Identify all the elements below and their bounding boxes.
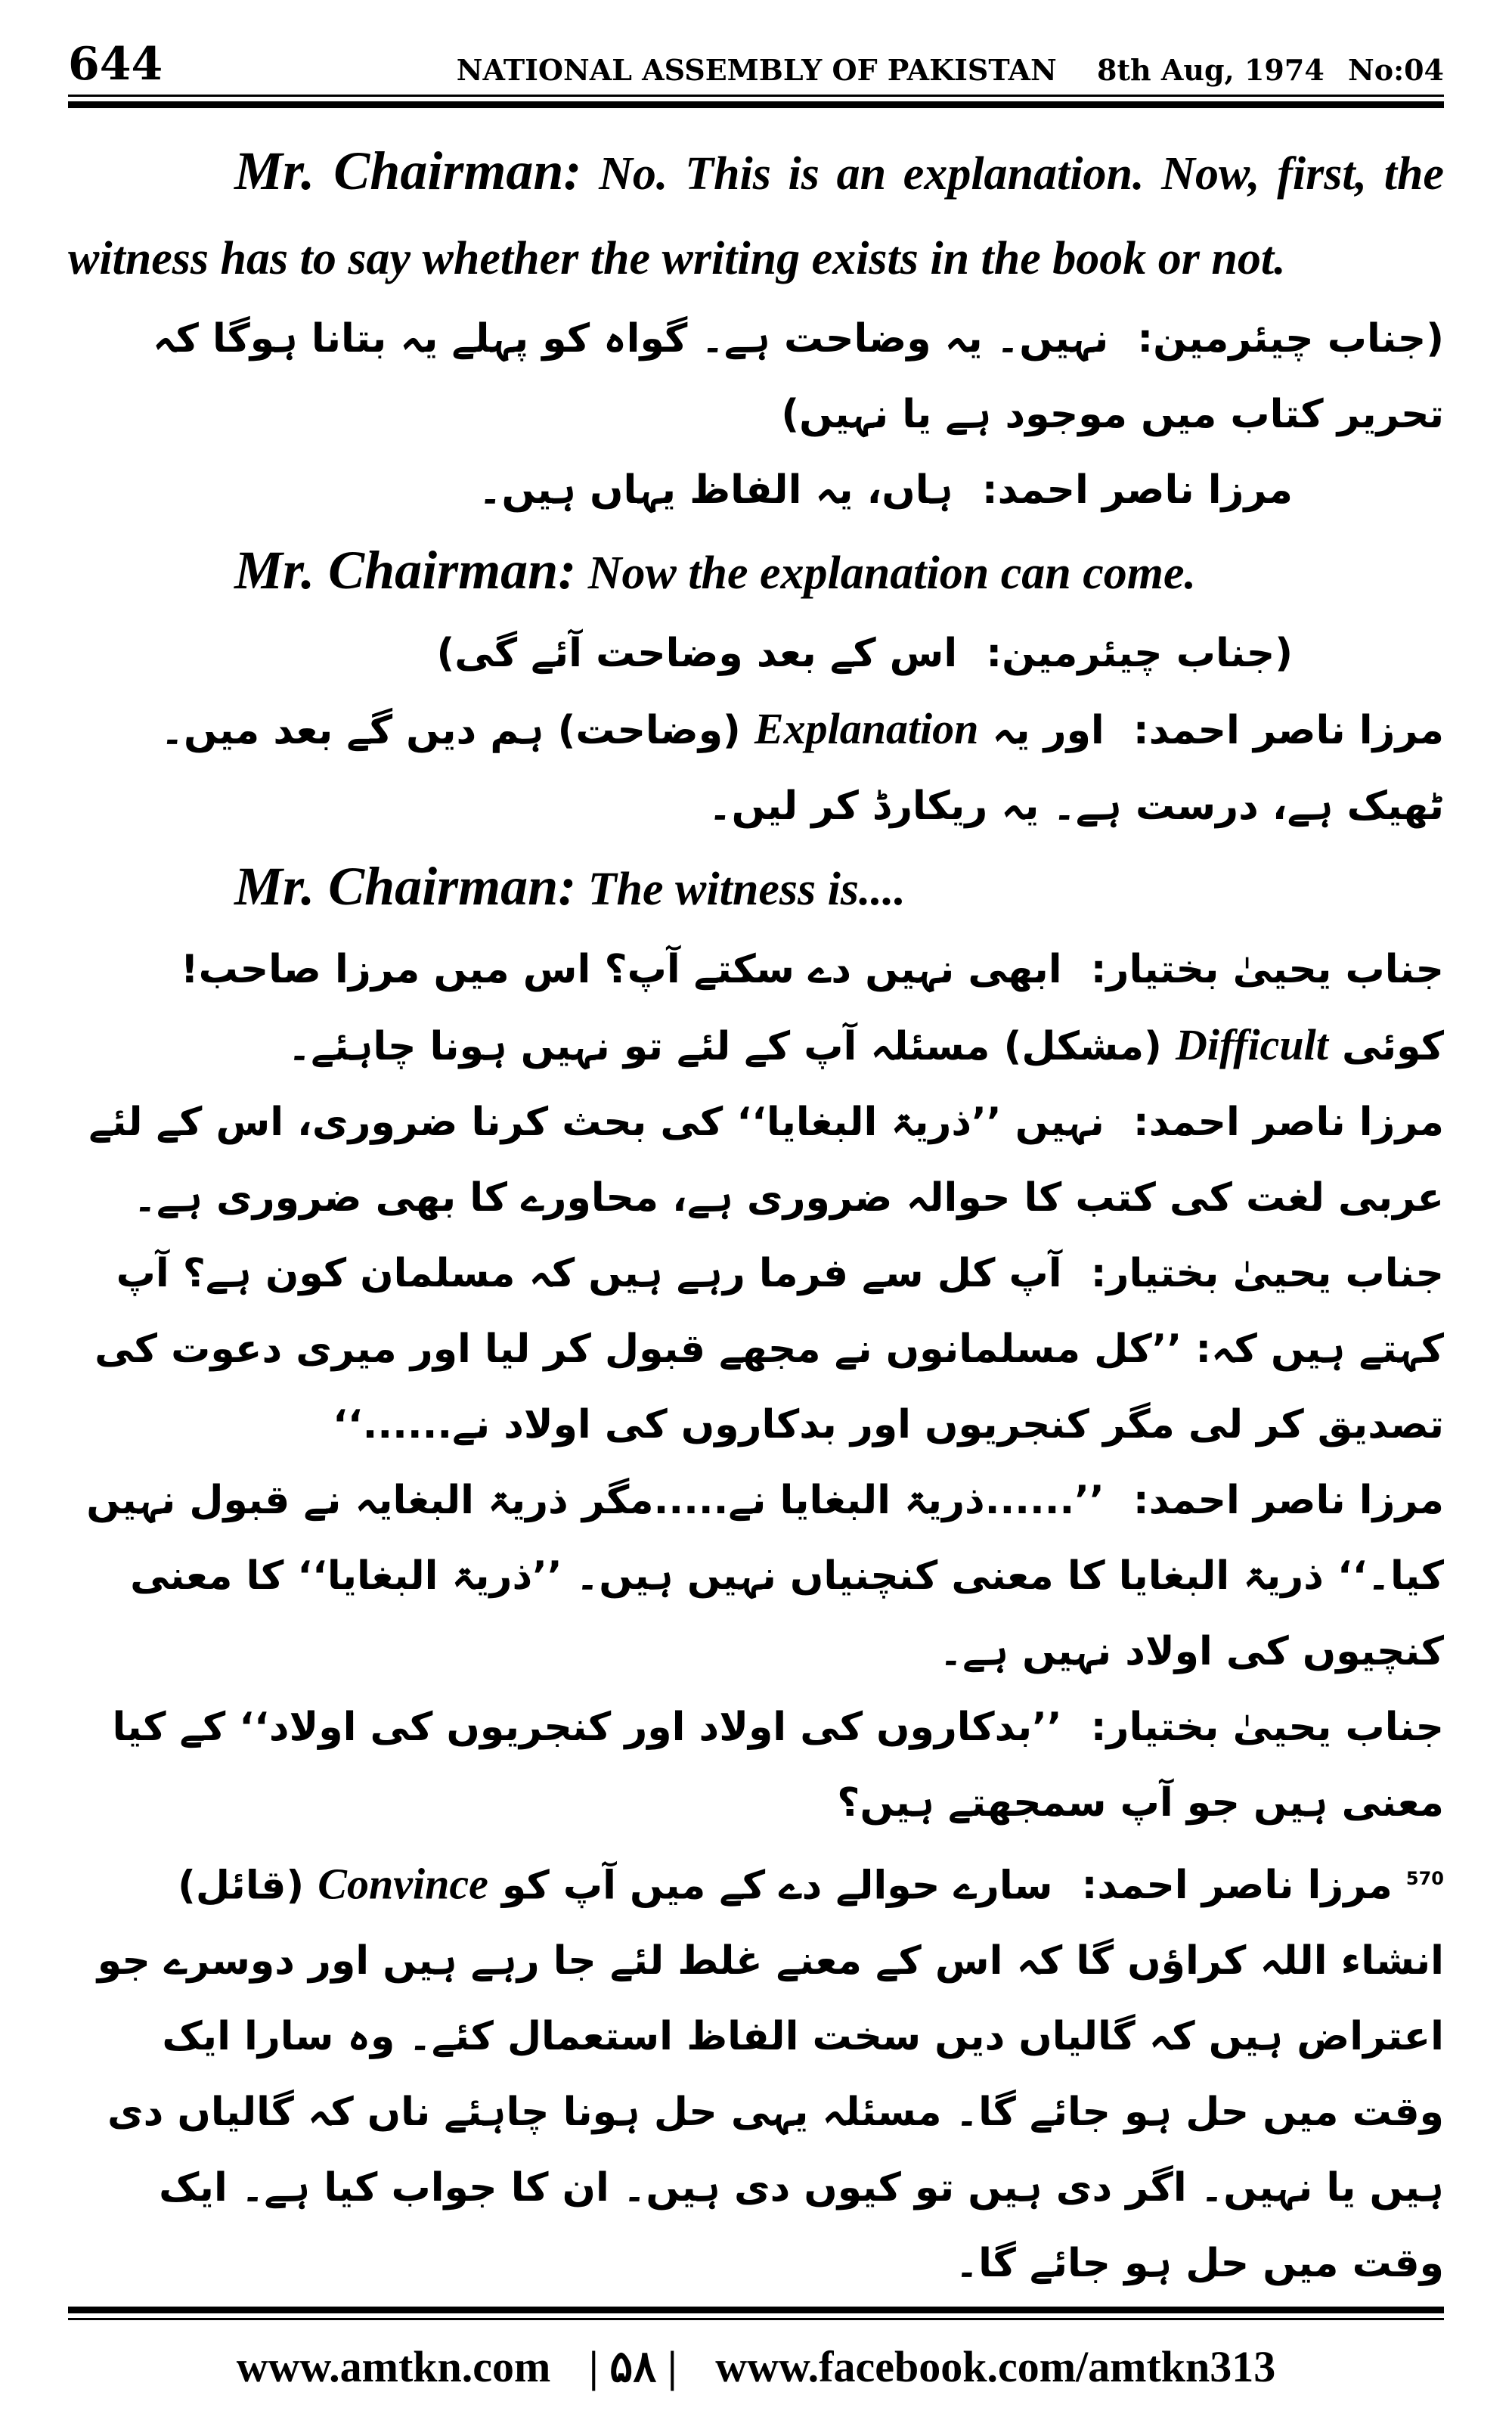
- speech-text: ہاں، یہ الفاظ یہاں ہیں۔: [479, 467, 953, 513]
- speaker-label: مرزا ناصر احمد:: [1132, 708, 1444, 753]
- speech-text-after: (وضاحت) ہم دیں گے بعد میں۔ ٹھیک ہے، درست ہے۔ یہ ریکارڈ کر لیں۔: [160, 708, 1444, 829]
- speaker-label: مرزا ناصر احمد:: [981, 467, 1293, 513]
- transcript-body: [68, 129, 1444, 2301]
- speech-text: اس کے بعد وضاحت آئے گی): [436, 631, 958, 676]
- paragraph-urdu-11: [68, 1463, 1444, 1689]
- paragraph-english-1: [68, 129, 1444, 301]
- speech-text: آپ کل سے فرما رہے ہیں کہ مسلمان کون ہے؟ آپ کہتے ہیں کہ: ’’کل مسلمانوں نے مجھے قبول کر لیا اور میری دعوت کی تصدیق کر لی مگر کنجریوں اور بدکاروں کی اولاد نے......‘‘: [94, 1251, 1444, 1447]
- speech-text: ’’بدکاروں کی اولاد اور کنجریوں کی اولاد‘‘ کے کیا معنی ہیں جو آپ سمجھتے ہیں؟: [112, 1705, 1444, 1826]
- paragraph-urdu-8: [68, 932, 1444, 1084]
- page-footer: [68, 2341, 1444, 2392]
- speech-text: Now the explanation can come.: [587, 548, 1196, 599]
- speaker-label: Mr. Chairman:: [234, 540, 577, 600]
- header-rule: [68, 95, 1444, 108]
- paragraph-urdu-3: [68, 452, 1444, 528]
- running-title: [426, 53, 1444, 87]
- speech-text-after: (مشکل) مسئلہ آپ کے لئے تو نہیں ہونا چاہئے۔: [287, 1024, 1162, 1069]
- speaker-label: (جناب چیئرمین:: [986, 631, 1293, 676]
- urdu-page-number: | ۵۸ |: [588, 2342, 677, 2391]
- paragraph-urdu-13: [68, 1841, 1444, 2301]
- speech-text: نہیں۔ یہ وضاحت ہے۔ گواہ کو پہلے یہ بتانا ہوگا کہ تحریر کتاب میں موجود ہے یا نہیں): [153, 316, 1444, 437]
- speech-text: No. This is an explanation. Now, first, the witness has to say whether the writing exists in the book or not.: [68, 148, 1445, 284]
- paragraph-urdu-5: [68, 616, 1444, 691]
- english-term: Convince: [318, 1859, 488, 1909]
- facebook-link[interactable]: www.facebook.com/amtkn313: [715, 2342, 1276, 2391]
- paragraph-english-4: [68, 528, 1444, 616]
- speaker-label: (جناب چیئرمین:: [1137, 316, 1444, 361]
- paragraph-urdu-2: [68, 301, 1444, 452]
- footer-rule: [68, 2307, 1444, 2320]
- speech-text: The witness is....: [587, 864, 906, 915]
- footnote-marker: 570: [1405, 1868, 1444, 1889]
- page-header: [68, 23, 1444, 106]
- speech-text-before: سارے حوالے دے کے میں آپ کو: [501, 1863, 1053, 1909]
- paragraph-urdu-6: [68, 691, 1444, 844]
- paragraph-urdu-12: [68, 1689, 1444, 1841]
- paragraph-english-7: [68, 844, 1444, 932]
- paragraph-urdu-10: [68, 1236, 1444, 1463]
- speaker-label: جناب یحییٰ بختیار:: [1090, 1251, 1444, 1296]
- speech-text-before: اور یہ: [992, 708, 1105, 753]
- speaker-label: جناب یحییٰ بختیار:: [1090, 1705, 1444, 1750]
- assembly-title: NATIONAL ASSEMBLY OF PAKISTAN: [456, 53, 1057, 87]
- page-number: 644: [68, 38, 163, 91]
- speech-text-before: ابھی نہیں دے سکتے آپ؟ اس میں مرزا صاحب! کوئی: [180, 947, 1444, 1069]
- session-date: 8th Aug, 1974: [1097, 53, 1325, 87]
- paragraph-urdu-9: [68, 1084, 1444, 1236]
- issue-number: No:04: [1348, 53, 1444, 87]
- speech-text: نہیں ’’ذریۃ البغایا‘‘ کی بحث کرنا ضروری، اس کے لئے عربی لغت کی کتب کا حوالہ ضروری ہے، محاورے کا بھی ضروری ہے۔: [88, 1100, 1444, 1221]
- speaker-label: جناب یحییٰ بختیار:: [1090, 947, 1444, 992]
- website-link[interactable]: www.amtkn.com: [236, 2342, 551, 2391]
- speaker-label: مرزا ناصر احمد:: [1081, 1863, 1393, 1909]
- speaker-label: مرزا ناصر احمد:: [1132, 1100, 1444, 1145]
- english-term: Difficult: [1175, 1020, 1328, 1069]
- speech-text: ’’......ذریۃ البغایا نے.....مگر ذریۃ البغایہ نے قبول نہیں کیا۔‘‘ ذریۃ البغایا کا معنی کنچنیاں نہیں ہیں۔ ’’ذریۃ البغایا‘‘ کا معنی کنچیوں کی اولاد نہیں ہے۔: [86, 1478, 1444, 1674]
- speaker-label: Mr. Chairman:: [234, 856, 577, 917]
- english-term: Explanation: [754, 704, 979, 753]
- speech-text-after: (قائل) انشاء اللہ کراؤں گا کہ اس کے معنے غلط لئے جا رہے ہیں اور دوسرے جو اعتراض ہیں کہ گالیاں دیں سخت الفاظ استعمال کئے۔ وہ سارا ایک وقت میں حل ہو جائے گا۔ مسئلہ یہی حل ہونا چاہئے ناں کہ گالیاں دی ہیں یا نہیں۔ اگر دی ہیں تو کیوں دی ہیں۔ ان کا جواب کیا ہے۔ ایک وقت میں حل ہو جائے گا۔: [97, 1863, 1444, 2287]
- speaker-label: مرزا ناصر احمد:: [1132, 1478, 1444, 1523]
- speaker-label: Mr. Chairman:: [234, 141, 582, 201]
